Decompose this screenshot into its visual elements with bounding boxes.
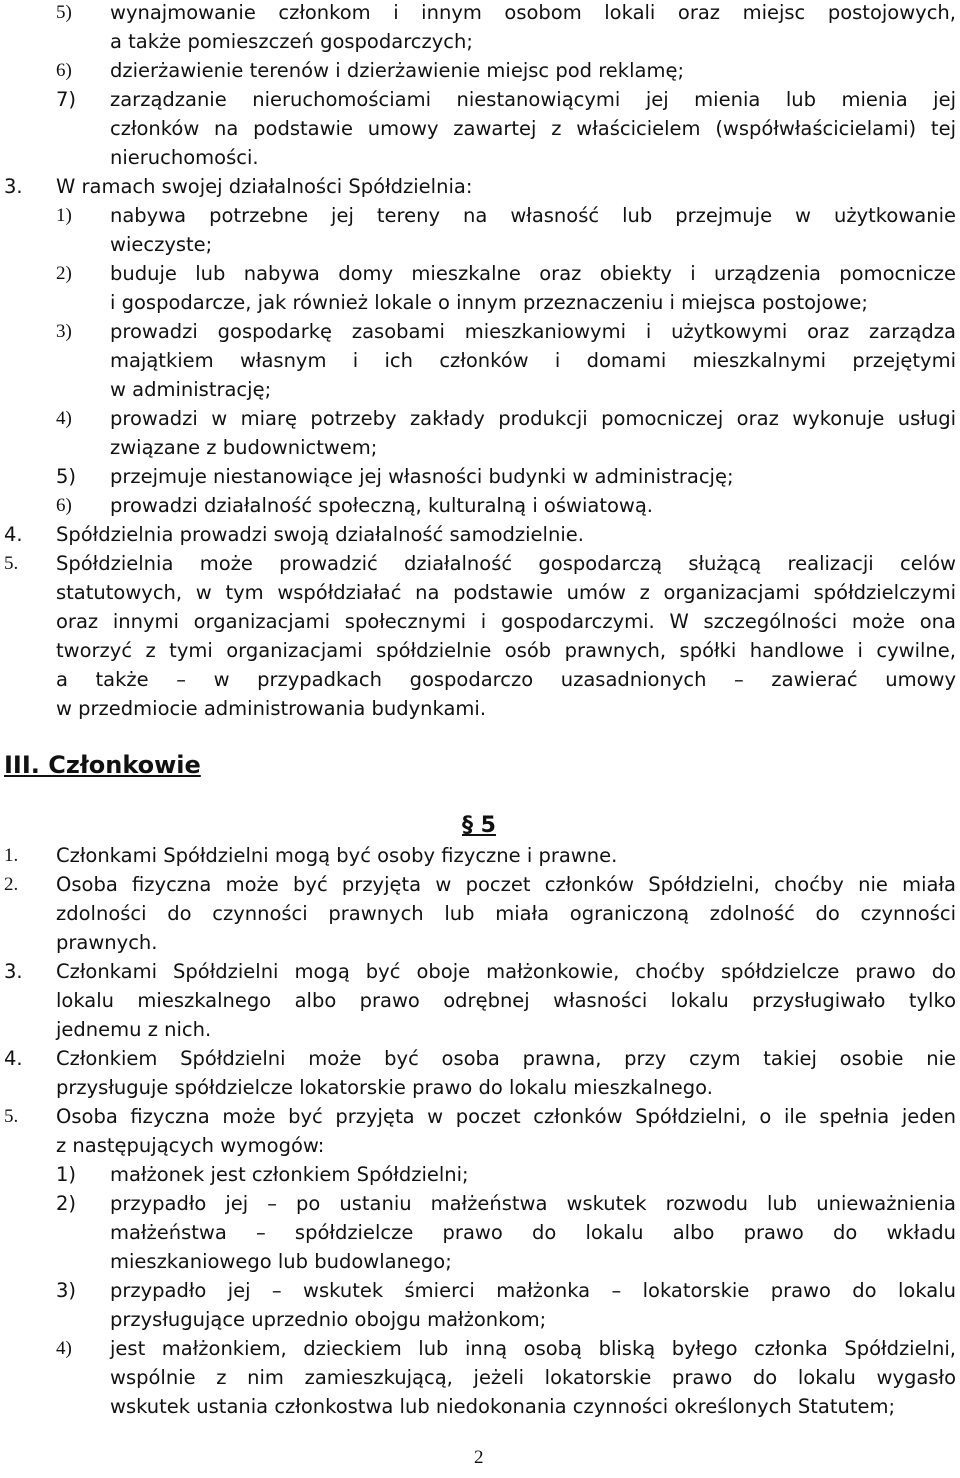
- list-item-line: członków na podstawie umowy zawartej z właścicielem (współwłaścicielami) tej: [110, 117, 956, 140]
- list-item-line: buduje lub nabywa domy mieszkalne oraz obiekty i urządzenia pomocnicze: [110, 262, 956, 285]
- list-item-line: wspólnie z nim zamieszkującą, jeżeli lokatorskie prawo do lokalu wygasło: [110, 1366, 956, 1389]
- section-line: statutowych, w tym współdziałać na podstawie umów z organizacjami spółdzielczymi: [56, 581, 956, 604]
- section-line: Członkami Spółdzielni mogą być osoby fizyczne i prawne.: [56, 844, 618, 867]
- section-number: 5.: [4, 1106, 19, 1127]
- list-item-line: a także pomieszczeń gospodarczych;: [110, 30, 473, 53]
- section-line: w przedmiocie administrowania budynkami.: [56, 697, 487, 720]
- section-number: 5.: [4, 553, 19, 574]
- section-line: przysługuje spółdzielcze lokatorskie prawo do lokalu mieszkalnego.: [56, 1076, 713, 1099]
- list-item-line: prowadzi gospodarkę zasobami mieszkaniowymi i użytkowymi oraz zarządza: [110, 320, 956, 343]
- list-item-number: 2): [56, 1192, 77, 1215]
- list-item-line: w administrację;: [110, 378, 272, 401]
- list-item-number: 4): [56, 408, 72, 429]
- list-item-number: 1): [56, 1163, 77, 1186]
- list-item-line: dzierżawienie terenów i dzierżawienie miejsc pod reklamę;: [110, 59, 685, 82]
- list-item-number: 4): [56, 1338, 72, 1359]
- list-item-line: wynajmowanie członkom i innym osobom lokali oraz miejsc postojowych,: [110, 1, 956, 24]
- section-line: zdolności do czynności prawnych lub miała ograniczoną zdolność do czynności: [56, 902, 956, 925]
- list-item-number: 6): [56, 495, 72, 516]
- section-line: z następujących wymogów:: [56, 1134, 325, 1157]
- list-item-line: mieszkaniowego lub budowlanego;: [110, 1250, 452, 1273]
- section-line: oraz innymi organizacjami społecznymi i gospodarczymi. W szczególności może ona: [56, 610, 956, 633]
- section-number: 4.: [4, 1047, 23, 1070]
- list-item-line: prowadzi w miarę potrzeby zakłady produkcji pomocniczej oraz wykonuje usługi: [110, 407, 956, 430]
- section-number: 4.: [4, 523, 23, 546]
- list-item-line: związane z budownictwem;: [110, 436, 378, 459]
- list-item-number: 5): [56, 465, 77, 488]
- list-item-number: 3): [56, 1279, 77, 1302]
- section-number: 1.: [4, 845, 19, 866]
- list-item-line: wskutek ustania członkostwa lub niedokonania czynności określonych Statutem;: [110, 1395, 896, 1418]
- list-item-line: nieruchomości.: [110, 146, 259, 169]
- list-item-line: małżeństwa – spółdzielcze prawo do lokalu albo prawo do wkładu: [110, 1221, 956, 1244]
- section-line: tworzyć z tymi organizacjami spółdzielnie osób prawnych, spółki handlowe i cywilne,: [56, 639, 956, 662]
- section-line: lokalu mieszkalnego albo prawo odrębnej własności lokalu przysługiwało tylko: [56, 989, 956, 1012]
- section-line: Osoba fizyczna może być przyjęta w poczet członków Spółdzielni, choćby nie miała: [56, 873, 956, 896]
- list-item-line: i gospodarcze, jak również lokale o innym przeznaczeniu i miejsca postojowe;: [110, 291, 868, 314]
- chapter-heading: III. Członkowie: [4, 751, 201, 779]
- list-item-line: zarządzanie nieruchomościami niestanowiącymi jej mienia lub mienia jej: [110, 88, 956, 111]
- section-line: Członkami Spółdzielni mogą być oboje małżonkowie, choćby spółdzielcze prawo do: [56, 960, 956, 983]
- section-number: 3.: [4, 175, 23, 198]
- section-line: Spółdzielnia może prowadzić działalność gospodarczą służącą realizacji celów: [56, 552, 956, 575]
- section-intro: W ramach swojej działalności Spółdzielnia:: [56, 175, 473, 198]
- list-item-line: wieczyste;: [110, 233, 213, 256]
- list-item-line: prowadzi działalność społeczną, kulturalną i oświatową.: [110, 494, 654, 517]
- section-line: prawnych.: [56, 931, 158, 954]
- list-item-line: przypadło jej – wskutek śmierci małżonka – lokatorskie prawo do lokalu: [110, 1279, 956, 1302]
- list-item-line: majątkiem własnym i ich członków i domami mieszkalnymi przejętymi: [110, 349, 956, 372]
- list-item-line: małżonek jest członkiem Spółdzielni;: [110, 1163, 469, 1186]
- list-item-line: jest małżonkiem, dzieckiem lub inną osobą bliską byłego członka Spółdzielni,: [110, 1337, 956, 1360]
- list-item-number: 6): [56, 60, 72, 81]
- section-line: Spółdzielnia prowadzi swoją działalność samodzielnie.: [56, 523, 584, 546]
- list-item-number: 5): [56, 2, 72, 23]
- list-item-number: 1): [56, 205, 72, 226]
- section-line: Członkiem Spółdzielni może być osoba prawna, przy czym takiej osobie nie: [56, 1047, 956, 1070]
- paragraph-sign: § 5: [462, 813, 496, 838]
- section-line: Osoba fizyczna może być przyjęta w poczet członków Spółdzielni, o ile spełnia jeden: [56, 1105, 956, 1128]
- list-item-number: 3): [56, 321, 72, 342]
- section-number: 2.: [4, 874, 19, 895]
- list-item-line: przejmuje niestanowiące jej własności budynki w administrację;: [110, 465, 734, 488]
- page-number: 2: [474, 1447, 484, 1468]
- list-item-number: 2): [56, 263, 72, 284]
- list-item-line: przysługujące uprzednio obojgu małżonkom;: [110, 1308, 547, 1331]
- list-item-number: 7): [56, 88, 77, 111]
- section-number: 3.: [4, 960, 23, 983]
- section-line: jednemu z nich.: [56, 1018, 212, 1041]
- list-item-line: nabywa potrzebne jej tereny na własność lub przejmuje w użytkowanie: [110, 204, 956, 227]
- section-line: a także – w przypadkach gospodarczo uzasadnionych – zawierać umowy: [56, 668, 956, 691]
- list-item-line: przypadło jej – po ustaniu małżeństwa wskutek rozwodu lub unieważnienia: [110, 1192, 956, 1215]
